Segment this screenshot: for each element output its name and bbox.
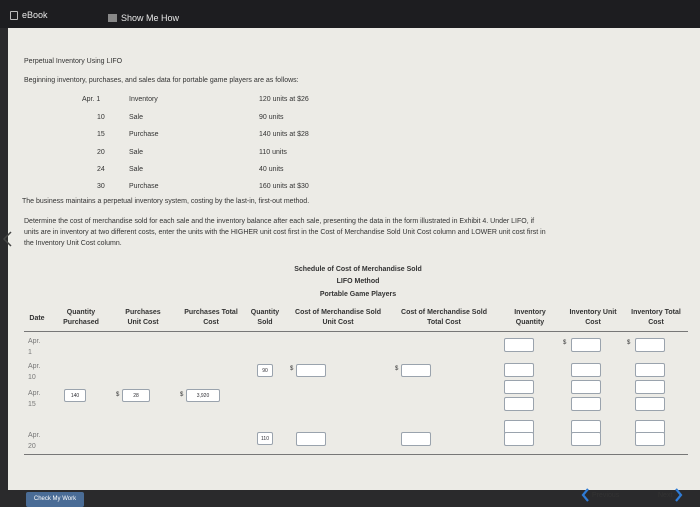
col-header-cms-total-cost: Cost of Merchandise Sold Total Cost <box>401 309 487 326</box>
col-header-qty-sold: Quantity Sold <box>250 309 280 326</box>
show-me-how-label: Show Me How <box>121 13 180 23</box>
col-header-inv-unit-cost: Inventory Unit Cost <box>569 309 617 326</box>
problem-title: Perpetual Inventory Using LIFO <box>24 58 123 65</box>
transaction-detail: 160 units at $30 <box>259 183 309 190</box>
inv-unit-cost-input[interactable] <box>571 338 601 352</box>
next-button[interactable] <box>658 488 683 502</box>
ebook-label: eBook <box>22 10 48 20</box>
dollar-sign: $ <box>116 392 120 398</box>
instruction-line: the Inventory Unit Cost column. <box>24 240 122 247</box>
inv-quantity-input[interactable] <box>504 432 534 446</box>
transaction-type: Sale <box>129 114 144 121</box>
chevron-right-icon <box>674 488 683 502</box>
transaction-detail: 90 units <box>259 114 284 121</box>
inv-quantity-input[interactable] <box>504 380 534 394</box>
transaction-date: 24 <box>97 166 105 173</box>
next-label: Next <box>658 491 673 499</box>
transaction-date: 20 <box>97 149 105 156</box>
inv-total-cost-input[interactable] <box>635 363 665 377</box>
qty-sold-input[interactable]: 110 <box>257 432 273 445</box>
col-header-purchases-total-cost: Purchases Total Cost <box>184 309 238 326</box>
top-toolbar <box>0 0 700 28</box>
purchases-unit-cost-input[interactable]: 28 <box>122 389 150 402</box>
purchases-total-cost-input[interactable]: 3,920 <box>186 389 220 402</box>
content-page <box>8 28 700 502</box>
row-date-month: Apr. <box>28 390 41 397</box>
instruction-line: Determine the cost of merchandise sold for each sale and the inventory balance after each sale, presenting the data in the form illustrated in Exhibit 4. Under LIFO, if <box>24 218 535 225</box>
transaction-date: Apr. 1 <box>82 96 101 103</box>
cms-total-cost-input[interactable] <box>401 364 431 377</box>
schedule-product: Portable Game Players <box>319 291 397 298</box>
cms-unit-cost-input[interactable] <box>296 432 326 446</box>
previous-label: Previous <box>592 491 620 499</box>
inv-quantity-input[interactable] <box>504 363 534 377</box>
row-date-day: 10 <box>28 374 36 381</box>
transaction-detail: 120 units at $26 <box>259 96 309 103</box>
inv-quantity-input[interactable] <box>504 338 534 352</box>
inv-total-cost-input[interactable] <box>635 380 665 394</box>
dollar-sign: $ <box>627 340 631 346</box>
row-date-apr-1 <box>28 336 40 358</box>
transaction-detail: 110 units <box>259 149 287 156</box>
row-date-day: 20 <box>28 443 36 450</box>
back-arrow-button[interactable] <box>0 230 16 248</box>
inv-unit-cost-input[interactable] <box>571 380 601 394</box>
ebook-tab[interactable] <box>10 10 48 20</box>
row-date-month: Apr. <box>28 432 41 439</box>
dollar-sign: $ <box>395 366 399 372</box>
book-icon <box>10 11 18 20</box>
row-date-apr-15 <box>28 388 40 410</box>
col-header-qty-purchased: Quantity Purchased <box>63 309 99 326</box>
transaction-date: 10 <box>97 114 105 121</box>
problem-intro: Beginning inventory, purchases, and sales data for portable game players are as follows: <box>24 77 299 84</box>
transaction-detail: 40 units <box>259 166 284 173</box>
method-note: The business maintains a perpetual inventory system, costing by the last-in, first-out method. <box>22 198 310 205</box>
cms-unit-cost-input[interactable] <box>296 364 326 377</box>
row-date-apr-20 <box>28 430 40 452</box>
col-header-cms-unit-cost: Cost of Merchandise Sold Unit Cost <box>295 309 381 326</box>
col-header-date: Date <box>29 315 45 322</box>
show-me-how-tab[interactable] <box>108 13 179 23</box>
inv-unit-cost-input[interactable] <box>571 363 601 377</box>
previous-button[interactable] <box>581 488 619 502</box>
video-icon <box>108 14 117 22</box>
transaction-detail: 140 units at $28 <box>259 131 309 138</box>
row-date-day: 15 <box>28 401 36 408</box>
schedule-title: Schedule of Cost of Merchandise Sold <box>294 266 422 273</box>
qty-purchased-input[interactable]: 140 <box>64 389 86 402</box>
row-date-month: Apr. <box>28 338 41 345</box>
check-my-work-button[interactable]: Check My Work <box>26 492 84 507</box>
inv-unit-cost-input[interactable] <box>571 397 601 411</box>
col-header-purchases-unit-cost: Purchases Unit Cost <box>125 309 161 326</box>
instruction-line: units are in inventory at two different costs, enter the units with the HIGHER unit cost first in the Cost of Merchandise Sold Unit Cost column and LOWER unit cost first in <box>24 229 546 236</box>
transaction-date: 30 <box>97 183 105 190</box>
inv-total-cost-input[interactable] <box>635 432 665 446</box>
chevron-left-icon <box>0 230 16 248</box>
schedule-method: LIFO Method <box>336 278 380 285</box>
header-divider <box>24 331 688 332</box>
dollar-sign: $ <box>563 340 567 346</box>
row-date-month: Apr. <box>28 363 41 370</box>
row-date-apr-10 <box>28 361 40 383</box>
row-date-day: 1 <box>28 349 32 356</box>
transaction-type: Purchase <box>129 183 159 190</box>
cms-total-cost-input[interactable] <box>401 432 431 446</box>
transaction-type: Sale <box>129 166 144 173</box>
inv-total-cost-input[interactable] <box>635 397 665 411</box>
chevron-left-icon <box>581 488 590 502</box>
transaction-type: Inventory <box>129 96 158 103</box>
qty-sold-input[interactable]: 90 <box>257 364 273 377</box>
inv-unit-cost-input[interactable] <box>571 432 601 446</box>
inv-quantity-input[interactable] <box>504 397 534 411</box>
inv-total-cost-input[interactable] <box>635 338 665 352</box>
dollar-sign: $ <box>180 392 184 398</box>
dollar-sign: $ <box>290 366 294 372</box>
col-header-inv-total-cost: Inventory Total Cost <box>631 309 681 326</box>
table-bottom-divider <box>24 454 688 455</box>
transaction-date: 15 <box>97 131 105 138</box>
transaction-type: Purchase <box>129 131 159 138</box>
col-header-inv-quantity: Inventory Quantity <box>514 309 546 326</box>
transaction-type: Sale <box>129 149 144 156</box>
